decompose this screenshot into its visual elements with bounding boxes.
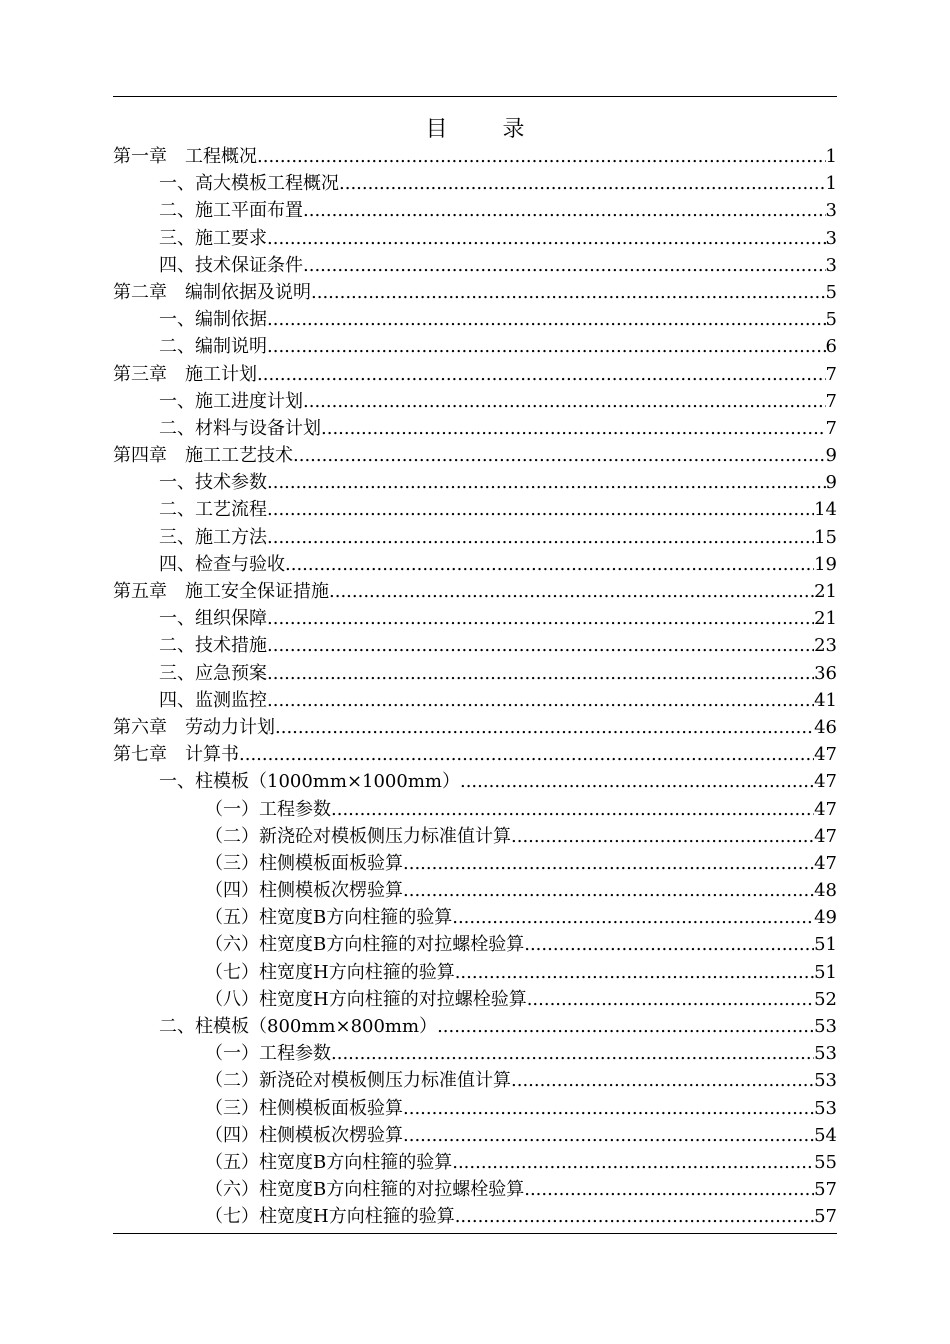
- toc-entry[interactable]: [113, 632, 837, 659]
- toc-dot-leader: [452, 1149, 814, 1176]
- toc-entry[interactable]: [113, 225, 837, 252]
- toc-entry-page-number: 7: [825, 390, 837, 412]
- toc-entry[interactable]: [113, 931, 837, 958]
- toc-dot-leader: [321, 415, 826, 442]
- toc-entry-text: 二、材料与设备计划: [159, 417, 321, 439]
- toc-entry-text: 二、工艺流程: [159, 499, 267, 521]
- header-rule: [113, 96, 837, 97]
- toc-dot-leader: [257, 361, 826, 388]
- toc-dot-leader: [460, 768, 814, 795]
- toc-entry[interactable]: [113, 170, 837, 197]
- toc-entry[interactable]: [113, 1013, 837, 1040]
- toc-entry-text: 四、检查与验收: [159, 553, 285, 575]
- toc-entry-text: 一、高大模板工程概况: [159, 173, 339, 195]
- toc-title: 目 录: [425, 117, 549, 142]
- toc-dot-leader: [267, 225, 826, 252]
- toc-entry-text: 三、施工方法: [159, 526, 267, 548]
- toc-entry-text: （六）柱宽度B方向柱箍的对拉螺栓验算: [205, 934, 525, 956]
- toc-entry[interactable]: [113, 1095, 837, 1122]
- toc-entry-text: （七）柱宽度H方向柱箍的验算: [205, 1206, 455, 1228]
- toc-dot-leader: [303, 252, 826, 279]
- toc-entry[interactable]: [113, 1067, 837, 1094]
- toc-dot-leader: [267, 660, 814, 687]
- toc-entry-text: 第一章 工程概况: [113, 146, 257, 167]
- toc-entry[interactable]: [113, 279, 837, 306]
- toc-entry[interactable]: [113, 687, 837, 714]
- toc-entry-text: （四）柱侧模板次楞验算: [205, 1124, 403, 1146]
- toc-dot-leader: [267, 605, 814, 632]
- toc-entry-text: 一、组织保障: [159, 608, 267, 630]
- toc-entry-text: （一）工程参数: [205, 1043, 331, 1065]
- toc-dot-leader: [403, 850, 814, 877]
- toc-entry-page-number: 46: [814, 716, 837, 738]
- toc-entry-text: 一、施工进度计划: [159, 390, 303, 412]
- toc-entry-page-number: 7: [825, 363, 837, 385]
- toc-entry-text: （四）柱侧模板次楞验算: [205, 880, 403, 902]
- toc-entry[interactable]: [113, 524, 837, 551]
- toc-entry-text: （八）柱宽度H方向柱箍的对拉螺栓验算: [205, 988, 527, 1010]
- toc-entry-page-number: 6: [825, 336, 837, 358]
- toc-entry-page-number: 36: [814, 662, 837, 684]
- toc-entry-text: 二、柱模板（800mm×800mm）: [159, 1016, 438, 1037]
- toc-entry-page-number: 49: [814, 907, 837, 929]
- toc-dot-leader: [524, 931, 814, 958]
- toc-dot-leader: [331, 1040, 814, 1067]
- toc-entry[interactable]: [113, 714, 837, 741]
- toc-entry-page-number: 14: [814, 499, 837, 521]
- toc-entry-text: （二）新浇砼对模板侧压力标准值计算: [205, 1070, 511, 1092]
- toc-entry-page-number: 47: [814, 852, 837, 874]
- toc-entry-page-number: 23: [814, 635, 837, 657]
- toc-dot-leader: [267, 524, 814, 551]
- toc-entry-text: （六）柱宽度B方向柱箍的对拉螺栓验算: [205, 1179, 525, 1201]
- toc-entry[interactable]: [113, 333, 837, 360]
- toc-entry[interactable]: [113, 1149, 837, 1176]
- toc-entry[interactable]: [113, 252, 837, 279]
- toc-entry[interactable]: [113, 388, 837, 415]
- toc-entry[interactable]: [113, 1203, 837, 1230]
- toc-dot-leader: [403, 1122, 814, 1149]
- toc-entry-page-number: 51: [814, 961, 837, 983]
- toc-entry-page-number: 53: [814, 1016, 837, 1037]
- toc-dot-leader: [267, 496, 814, 523]
- toc-entry-text: 四、监测监控: [159, 689, 267, 711]
- toc-dot-leader: [524, 1176, 814, 1203]
- toc-dot-leader: [257, 143, 826, 170]
- toc-entry-text: 三、应急预案: [159, 662, 267, 684]
- toc-dot-leader: [303, 388, 826, 415]
- toc-entry-text: 四、技术保证条件: [159, 254, 303, 276]
- toc-entry-text: 一、柱模板（1000mm×1000mm）: [159, 771, 460, 793]
- toc-entry-page-number: 5: [825, 309, 837, 331]
- toc-entry-page-number: 57: [814, 1179, 837, 1201]
- toc-entry-page-number: 55: [814, 1151, 837, 1173]
- toc-dot-leader: [267, 469, 826, 496]
- toc-dot-leader: [267, 632, 814, 659]
- toc-entry-text: 第三章 施工计划: [113, 363, 257, 385]
- toc-dot-leader: [527, 986, 814, 1013]
- footer-rule: [113, 1233, 837, 1234]
- toc-entry-page-number: 5: [825, 281, 837, 303]
- toc-entry-page-number: 48: [814, 880, 837, 902]
- toc-entry[interactable]: [113, 877, 837, 904]
- toc-entry-page-number: 51: [814, 934, 837, 956]
- toc-entry[interactable]: [113, 904, 837, 931]
- toc-entry[interactable]: [113, 415, 837, 442]
- toc-entry-page-number: 9: [825, 445, 837, 467]
- toc-dot-leader: [455, 959, 814, 986]
- toc-entry-text: （七）柱宽度H方向柱箍的验算: [205, 961, 455, 983]
- toc-entry-text: 第二章 编制依据及说明: [113, 281, 311, 303]
- toc-dot-leader: [267, 333, 826, 360]
- toc-dot-leader: [331, 796, 814, 823]
- toc-entry[interactable]: [113, 850, 837, 877]
- toc-entry-page-number: 52: [814, 988, 837, 1010]
- toc-entry-page-number: 3: [825, 227, 837, 249]
- toc-entry[interactable]: [113, 442, 837, 469]
- toc-dot-leader: [339, 170, 826, 197]
- toc-entry-page-number: 21: [814, 608, 837, 630]
- toc-entry-page-number: 3: [825, 200, 837, 222]
- toc-entry-text: 第七章 计算书: [113, 744, 239, 766]
- toc-dot-leader: [275, 714, 814, 741]
- toc-dot-leader: [437, 1013, 814, 1040]
- toc-dot-leader: [267, 306, 826, 333]
- toc-entry[interactable]: [113, 660, 837, 687]
- toc-list: [113, 143, 837, 1231]
- toc-entry[interactable]: [113, 823, 837, 850]
- toc-entry-page-number: 54: [814, 1124, 837, 1146]
- toc-entry[interactable]: [113, 1176, 837, 1203]
- toc-entry-text: （五）柱宽度B方向柱箍的验算: [205, 907, 453, 929]
- toc-entry[interactable]: [113, 605, 837, 632]
- toc-dot-leader: [285, 551, 814, 578]
- toc-entry[interactable]: [113, 1040, 837, 1067]
- toc-entry[interactable]: [113, 469, 837, 496]
- toc-dot-leader: [403, 877, 814, 904]
- toc-entry-page-number: 3: [825, 254, 837, 276]
- toc-entry-text: 二、编制说明: [159, 336, 267, 358]
- toc-entry[interactable]: [113, 361, 837, 388]
- toc-entry[interactable]: [113, 496, 837, 523]
- toc-entry-text: 一、技术参数: [159, 472, 267, 494]
- toc-dot-leader: [239, 741, 814, 768]
- toc-entry-page-number: 19: [814, 553, 837, 575]
- toc-entry-text: 三、施工要求: [159, 227, 267, 249]
- toc-entry-text: 一、编制依据: [159, 309, 267, 331]
- toc-entry-page-number: 15: [814, 526, 837, 548]
- toc-entry[interactable]: [113, 959, 837, 986]
- toc-dot-leader: [455, 1203, 814, 1230]
- toc-entry[interactable]: [113, 197, 837, 224]
- toc-dot-leader: [452, 904, 814, 931]
- toc-entry-text: 第五章 施工安全保证措施: [113, 581, 329, 602]
- toc-entry[interactable]: [113, 741, 837, 768]
- toc-entry[interactable]: [113, 143, 837, 170]
- toc-entry[interactable]: [113, 306, 837, 333]
- toc-entry[interactable]: [113, 986, 837, 1013]
- toc-entry[interactable]: [113, 578, 837, 605]
- toc-entry-page-number: 1: [825, 146, 837, 167]
- toc-entry-page-number: 53: [814, 1097, 837, 1119]
- toc-entry-page-number: 57: [814, 1206, 837, 1228]
- toc-dot-leader: [293, 442, 826, 469]
- toc-entry-page-number: 47: [814, 825, 837, 847]
- toc-entry-page-number: 7: [825, 417, 837, 439]
- toc-entry-text: 第四章 施工工艺技术: [113, 445, 293, 467]
- toc-entry[interactable]: [113, 768, 837, 795]
- toc-entry-text: 第六章 劳动力计划: [113, 716, 275, 738]
- toc-dot-leader: [267, 687, 814, 714]
- toc-dot-leader: [311, 279, 826, 306]
- toc-entry-page-number: 1: [825, 173, 837, 195]
- toc-entry-text: 二、施工平面布置: [159, 200, 303, 222]
- toc-entry-page-number: 41: [814, 689, 837, 711]
- toc-entry-page-number: 47: [814, 798, 837, 820]
- toc-entry-text: 二、技术措施: [159, 635, 267, 657]
- toc-entry-page-number: 9: [825, 472, 837, 494]
- toc-dot-leader: [303, 197, 826, 224]
- toc-entry-page-number: 21: [814, 581, 837, 602]
- toc-dot-leader: [511, 823, 814, 850]
- toc-entry[interactable]: [113, 1122, 837, 1149]
- toc-entry-text: （三）柱侧模板面板验算: [205, 852, 403, 874]
- toc-entry-text: （五）柱宽度B方向柱箍的验算: [205, 1151, 453, 1173]
- toc-dot-leader: [403, 1095, 814, 1122]
- toc-entry-text: （二）新浇砼对模板侧压力标准值计算: [205, 825, 511, 847]
- toc-entry-text: （一）工程参数: [205, 798, 331, 820]
- toc-dot-leader: [329, 578, 814, 605]
- toc-entry[interactable]: [113, 551, 837, 578]
- toc-entry-page-number: 47: [814, 771, 837, 793]
- toc-dot-leader: [511, 1067, 814, 1094]
- toc-entry-page-number: 47: [814, 744, 837, 766]
- toc-entry-page-number: 53: [814, 1043, 837, 1065]
- toc-entry-page-number: 53: [814, 1070, 837, 1092]
- toc-entry[interactable]: [113, 796, 837, 823]
- toc-entry-text: （三）柱侧模板面板验算: [205, 1097, 403, 1119]
